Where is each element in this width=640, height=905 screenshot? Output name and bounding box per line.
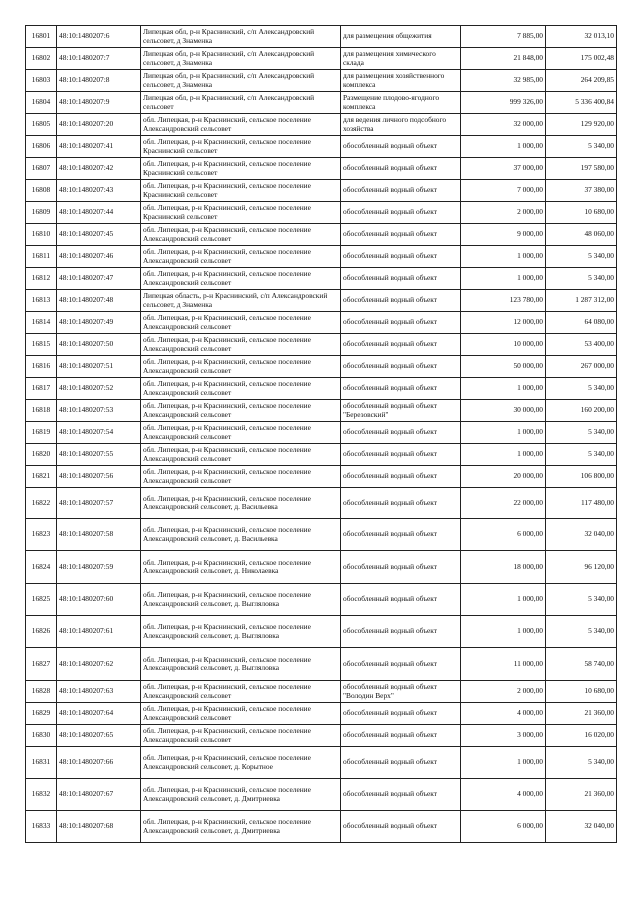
row-number-cell: 16802 — [26, 48, 57, 70]
area-cell: 21 848,00 — [461, 48, 546, 70]
table-row — [26, 334, 617, 356]
row-number-cell: 16829 — [26, 703, 57, 725]
row-number-cell: 16826 — [26, 616, 57, 648]
cadastral-value-cell: 32 040,00 — [546, 811, 617, 843]
row-number-cell: 16805 — [26, 114, 57, 136]
address-cell: обл. Липецкая, р-н Краснинский, сельское поселение Александровский сельсовет, д. Васильевка — [141, 488, 341, 519]
cadastral-value-cell: 267 000,00 — [546, 356, 617, 378]
cadastral-number-cell: 48:10:1480207:64 — [57, 703, 141, 725]
table-row — [26, 378, 617, 400]
cadastral-value-cell: 5 336 400,84 — [546, 92, 617, 114]
cadastral-value-cell: 37 380,00 — [546, 180, 617, 202]
cadastral-number-cell: 48:10:1480207:6 — [57, 26, 141, 48]
purpose-cell: обособленный водный объект "Березовский" — [341, 400, 461, 422]
area-cell: 999 326,00 — [461, 92, 546, 114]
purpose-cell: обособленный водный объект — [341, 312, 461, 334]
address-cell: обл. Липецкая, р-н Краснинский, сельское поселение Александровский сельсовет — [141, 378, 341, 400]
table-row — [26, 246, 617, 268]
cadastral-value-cell: 21 360,00 — [546, 779, 617, 811]
cadastral-number-cell: 48:10:1480207:20 — [57, 114, 141, 136]
purpose-cell: обособленный водный объект — [341, 246, 461, 268]
address-cell: обл. Липецкая, р-н Краснинский, сельское поселение Краснинский сельсовет — [141, 202, 341, 224]
table-row — [26, 268, 617, 290]
purpose-cell: обособленный водный объект — [341, 466, 461, 488]
cadastral-number-cell: 48:10:1480207:62 — [57, 648, 141, 681]
cadastral-number-cell: 48:10:1480207:56 — [57, 466, 141, 488]
address-cell: обл. Липецкая, р-н Краснинский, сельское поселение Александровский сельсовет — [141, 356, 341, 378]
address-cell: обл. Липецкая, р-н Краснинский, сельское поселение Александровский сельсовет, д. Дмитриевка — [141, 811, 341, 843]
row-number-cell: 16807 — [26, 158, 57, 180]
area-cell: 11 000,00 — [461, 648, 546, 681]
cadastral-number-cell: 48:10:1480207:46 — [57, 246, 141, 268]
area-cell: 32 000,00 — [461, 114, 546, 136]
cadastral-number-cell: 48:10:1480207:50 — [57, 334, 141, 356]
table-row — [26, 26, 617, 48]
address-cell: обл. Липецкая, р-н Краснинский, сельское поселение Александровский сельсовет, д. Васильевка — [141, 519, 341, 551]
address-cell: Липецкая обл, р-н Краснинский, с/п Александровский сельсовет, д Знаменка — [141, 48, 341, 70]
cadastral-value-cell: 264 209,85 — [546, 70, 617, 92]
table-row — [26, 466, 617, 488]
cadastral-value-cell: 32 013,10 — [546, 26, 617, 48]
cadastral-number-cell: 48:10:1480207:67 — [57, 779, 141, 811]
area-cell: 20 000,00 — [461, 466, 546, 488]
purpose-cell: обособленный водный объект — [341, 616, 461, 648]
purpose-cell: обособленный водный объект — [341, 180, 461, 202]
cadastral-value-cell: 10 680,00 — [546, 681, 617, 703]
purpose-cell: обособленный водный объект — [341, 268, 461, 290]
area-cell: 6 000,00 — [461, 519, 546, 551]
address-cell: обл. Липецкая, р-н Краснинский, сельское поселение Александровский сельсовет — [141, 268, 341, 290]
cadastral-number-cell: 48:10:1480207:49 — [57, 312, 141, 334]
row-number-cell: 16828 — [26, 681, 57, 703]
purpose-cell: для размещения хозяйственного комплекса — [341, 70, 461, 92]
purpose-cell: обособленный водный объект "Володин Верх" — [341, 681, 461, 703]
cadastral-value-cell: 5 340,00 — [546, 422, 617, 444]
row-number-cell: 16817 — [26, 378, 57, 400]
area-cell: 18 000,00 — [461, 551, 546, 584]
table-row — [26, 202, 617, 224]
table-row — [26, 136, 617, 158]
row-number-cell: 16824 — [26, 551, 57, 584]
cadastral-value-cell: 10 680,00 — [546, 202, 617, 224]
address-cell: обл. Липецкая, р-н Краснинский, сельское поселение Александровский сельсовет — [141, 246, 341, 268]
cadastral-value-cell: 5 340,00 — [546, 378, 617, 400]
purpose-cell: для размещения общежития — [341, 26, 461, 48]
cadastral-number-cell: 48:10:1480207:58 — [57, 519, 141, 551]
cadastral-number-cell: 48:10:1480207:47 — [57, 268, 141, 290]
row-number-cell: 16812 — [26, 268, 57, 290]
address-cell: обл. Липецкая, р-н Краснинский, сельское поселение Александровский сельсовет — [141, 334, 341, 356]
table-row — [26, 747, 617, 779]
table-row — [26, 224, 617, 246]
area-cell: 2 000,00 — [461, 202, 546, 224]
address-cell: обл. Липецкая, р-н Краснинский, сельское поселение Краснинский сельсовет — [141, 180, 341, 202]
address-cell: обл. Липецкая, р-н Краснинский, сельское поселение Александровский сельсовет — [141, 681, 341, 703]
cadastral-value-cell: 5 340,00 — [546, 616, 617, 648]
address-cell: обл. Липецкая, р-н Краснинский, сельское поселение Александровский сельсовет, д. Корытное — [141, 747, 341, 779]
table-row — [26, 422, 617, 444]
table-row — [26, 488, 617, 519]
table-row — [26, 180, 617, 202]
cadastral-value-cell: 117 480,00 — [546, 488, 617, 519]
row-number-cell: 16819 — [26, 422, 57, 444]
table-row — [26, 648, 617, 681]
address-cell: обл. Липецкая, р-н Краснинский, сельское поселение Александровский сельсовет — [141, 466, 341, 488]
row-number-cell: 16815 — [26, 334, 57, 356]
address-cell: Липецкая обл, р-н Краснинский, с/п Александровский сельсовет, д Знаменка — [141, 26, 341, 48]
table-row — [26, 444, 617, 466]
row-number-cell: 16822 — [26, 488, 57, 519]
purpose-cell: обособленный водный объект — [341, 703, 461, 725]
area-cell: 6 000,00 — [461, 811, 546, 843]
cadastral-number-cell: 48:10:1480207:8 — [57, 70, 141, 92]
address-cell: обл. Липецкая, р-н Краснинский, сельское поселение Краснинский сельсовет — [141, 136, 341, 158]
cadastral-number-cell: 48:10:1480207:52 — [57, 378, 141, 400]
address-cell: обл. Липецкая, р-н Краснинский, сельское поселение Александровский сельсовет — [141, 444, 341, 466]
table-row — [26, 616, 617, 648]
row-number-cell: 16827 — [26, 648, 57, 681]
row-number-cell: 16825 — [26, 584, 57, 616]
area-cell: 1 000,00 — [461, 268, 546, 290]
address-cell: обл. Липецкая, р-н Краснинский, сельское поселение Александровский сельсовет — [141, 703, 341, 725]
purpose-cell: обособленный водный объект — [341, 224, 461, 246]
cadastral-value-cell: 32 040,00 — [546, 519, 617, 551]
cadastral-value-cell: 16 020,00 — [546, 725, 617, 747]
row-number-cell: 16818 — [26, 400, 57, 422]
address-cell: обл. Липецкая, р-н Краснинский, сельское поселение Александровский сельсовет — [141, 400, 341, 422]
address-cell: обл. Липецкая, р-н Краснинский, сельское поселение Александровский сельсовет — [141, 114, 341, 136]
purpose-cell: обособленный водный объект — [341, 725, 461, 747]
table-row — [26, 356, 617, 378]
table-row — [26, 48, 617, 70]
table-row — [26, 92, 617, 114]
row-number-cell: 16813 — [26, 290, 57, 312]
address-cell: обл. Липецкая, р-н Краснинский, сельское поселение Александровский сельсовет — [141, 725, 341, 747]
address-cell: обл. Липецкая, р-н Краснинский, сельское поселение Александровский сельсовет, д. Выгляловка — [141, 616, 341, 648]
purpose-cell: обособленный водный объект — [341, 488, 461, 519]
address-cell: обл. Липецкая, р-н Краснинский, сельское поселение Краснинский сельсовет — [141, 158, 341, 180]
cadastral-number-cell: 48:10:1480207:59 — [57, 551, 141, 584]
cadastral-value-cell: 5 340,00 — [546, 246, 617, 268]
area-cell: 1 000,00 — [461, 136, 546, 158]
cadastral-value-cell: 64 080,00 — [546, 312, 617, 334]
area-cell: 1 000,00 — [461, 616, 546, 648]
cadastral-number-cell: 48:10:1480207:42 — [57, 158, 141, 180]
table-row — [26, 551, 617, 584]
row-number-cell: 16823 — [26, 519, 57, 551]
table-row — [26, 725, 617, 747]
area-cell: 50 000,00 — [461, 356, 546, 378]
purpose-cell: обособленный водный объект — [341, 444, 461, 466]
area-cell: 37 000,00 — [461, 158, 546, 180]
cadastral-value-cell: 106 800,00 — [546, 466, 617, 488]
address-cell: обл. Липецкая, р-н Краснинский, сельское поселение Александровский сельсовет, д. Выгляловка — [141, 584, 341, 616]
cadastral-number-cell: 48:10:1480207:48 — [57, 290, 141, 312]
area-cell: 1 000,00 — [461, 422, 546, 444]
purpose-cell: Размещение плодово-ягодного комплекса — [341, 92, 461, 114]
cadastral-number-cell: 48:10:1480207:7 — [57, 48, 141, 70]
row-number-cell: 16808 — [26, 180, 57, 202]
purpose-cell: обособленный водный объект — [341, 648, 461, 681]
cadastral-number-cell: 48:10:1480207:41 — [57, 136, 141, 158]
cadastral-value-cell: 160 200,00 — [546, 400, 617, 422]
cadastral-number-cell: 48:10:1480207:53 — [57, 400, 141, 422]
cadastral-number-cell: 48:10:1480207:60 — [57, 584, 141, 616]
cadastral-value-cell: 5 340,00 — [546, 268, 617, 290]
table-row — [26, 519, 617, 551]
purpose-cell: обособленный водный объект — [341, 136, 461, 158]
address-cell: обл. Липецкая, р-н Краснинский, сельское поселение Александровский сельсовет, д. Дмитриевка — [141, 779, 341, 811]
area-cell: 1 000,00 — [461, 747, 546, 779]
row-number-cell: 16830 — [26, 725, 57, 747]
cadastral-number-cell: 48:10:1480207:43 — [57, 180, 141, 202]
row-number-cell: 16816 — [26, 356, 57, 378]
purpose-cell: обособленный водный объект — [341, 584, 461, 616]
address-cell: Липецкая обл, р-н Краснинский, с/п Александровский сельсовет — [141, 92, 341, 114]
address-cell: Липецкая область, р-н Краснинский, с/п Александровский сельсовет, д Знаменка — [141, 290, 341, 312]
cadastral-number-cell: 48:10:1480207:68 — [57, 811, 141, 843]
address-cell: обл. Липецкая, р-н Краснинский, сельское поселение Александровский сельсовет — [141, 312, 341, 334]
purpose-cell: для размещения химического склада — [341, 48, 461, 70]
address-cell: Липецкая обл, р-н Краснинский, с/п Александровский сельсовет, д Знаменка — [141, 70, 341, 92]
table-row — [26, 681, 617, 703]
purpose-cell: обособленный водный объект — [341, 519, 461, 551]
cadastral-number-cell: 48:10:1480207:51 — [57, 356, 141, 378]
cadastral-value-cell: 48 060,00 — [546, 224, 617, 246]
area-cell: 1 000,00 — [461, 378, 546, 400]
area-cell: 1 000,00 — [461, 246, 546, 268]
cadastral-number-cell: 48:10:1480207:44 — [57, 202, 141, 224]
area-cell: 22 000,00 — [461, 488, 546, 519]
purpose-cell: обособленный водный объект — [341, 551, 461, 584]
area-cell: 4 000,00 — [461, 779, 546, 811]
address-cell: обл. Липецкая, р-н Краснинский, сельское поселение Александровский сельсовет — [141, 224, 341, 246]
cadastral-number-cell: 48:10:1480207:61 — [57, 616, 141, 648]
table-row — [26, 584, 617, 616]
cadastral-value-cell: 129 920,00 — [546, 114, 617, 136]
table-row — [26, 290, 617, 312]
cadastral-value-cell: 58 740,00 — [546, 648, 617, 681]
area-cell: 7 000,00 — [461, 180, 546, 202]
cadastral-value-cell: 175 002,48 — [546, 48, 617, 70]
purpose-cell: обособленный водный объект — [341, 747, 461, 779]
cadastral-number-cell: 48:10:1480207:57 — [57, 488, 141, 519]
table-row — [26, 811, 617, 843]
table-row — [26, 400, 617, 422]
row-number-cell: 16804 — [26, 92, 57, 114]
cadastral-value-cell: 5 340,00 — [546, 747, 617, 779]
cadastral-number-cell: 48:10:1480207:66 — [57, 747, 141, 779]
area-cell: 9 000,00 — [461, 224, 546, 246]
area-cell: 7 885,00 — [461, 26, 546, 48]
area-cell: 12 000,00 — [461, 312, 546, 334]
cadastral-value-cell: 5 340,00 — [546, 444, 617, 466]
purpose-cell: обособленный водный объект — [341, 378, 461, 400]
area-cell: 1 000,00 — [461, 584, 546, 616]
address-cell: обл. Липецкая, р-н Краснинский, сельское поселение Александровский сельсовет, д. Николаевка — [141, 551, 341, 584]
row-number-cell: 16820 — [26, 444, 57, 466]
cadastral-number-cell: 48:10:1480207:54 — [57, 422, 141, 444]
area-cell: 3 000,00 — [461, 725, 546, 747]
cadastral-value-cell: 53 400,00 — [546, 334, 617, 356]
area-cell: 123 780,00 — [461, 290, 546, 312]
table-row — [26, 114, 617, 136]
cadastral-value-cell: 96 120,00 — [546, 551, 617, 584]
row-number-cell: 16814 — [26, 312, 57, 334]
table-row — [26, 312, 617, 334]
cadastral-number-cell: 48:10:1480207:55 — [57, 444, 141, 466]
purpose-cell: обособленный водный объект — [341, 202, 461, 224]
cadastral-number-cell: 48:10:1480207:65 — [57, 725, 141, 747]
address-cell: обл. Липецкая, р-н Краснинский, сельское поселение Александровский сельсовет, д. Выгляловка — [141, 648, 341, 681]
purpose-cell: обособленный водный объект — [341, 811, 461, 843]
cadastral-value-cell: 21 360,00 — [546, 703, 617, 725]
table-row — [26, 779, 617, 811]
row-number-cell: 16803 — [26, 70, 57, 92]
cadastral-value-cell: 5 340,00 — [546, 584, 617, 616]
row-number-cell: 16809 — [26, 202, 57, 224]
register-page — [25, 25, 616, 843]
table-body — [26, 26, 617, 843]
table-row — [26, 703, 617, 725]
cadastral-number-cell: 48:10:1480207:45 — [57, 224, 141, 246]
purpose-cell: обособленный водный объект — [341, 290, 461, 312]
row-number-cell: 16810 — [26, 224, 57, 246]
row-number-cell: 16806 — [26, 136, 57, 158]
area-cell: 4 000,00 — [461, 703, 546, 725]
area-cell: 30 000,00 — [461, 400, 546, 422]
area-cell: 32 985,00 — [461, 70, 546, 92]
area-cell: 1 000,00 — [461, 444, 546, 466]
row-number-cell: 16833 — [26, 811, 57, 843]
row-number-cell: 16831 — [26, 747, 57, 779]
purpose-cell: обособленный водный объект — [341, 158, 461, 180]
purpose-cell: обособленный водный объект — [341, 779, 461, 811]
purpose-cell: обособленный водный объект — [341, 334, 461, 356]
purpose-cell: обособленный водный объект — [341, 422, 461, 444]
row-number-cell: 16832 — [26, 779, 57, 811]
table-row — [26, 70, 617, 92]
cadastral-value-cell: 5 340,00 — [546, 136, 617, 158]
purpose-cell: для ведения личного подсобного хозяйства — [341, 114, 461, 136]
table-row — [26, 158, 617, 180]
land-register-table — [25, 25, 617, 843]
row-number-cell: 16821 — [26, 466, 57, 488]
area-cell: 2 000,00 — [461, 681, 546, 703]
cadastral-number-cell: 48:10:1480207:9 — [57, 92, 141, 114]
cadastral-number-cell: 48:10:1480207:63 — [57, 681, 141, 703]
purpose-cell: обособленный водный объект — [341, 356, 461, 378]
area-cell: 10 000,00 — [461, 334, 546, 356]
row-number-cell: 16811 — [26, 246, 57, 268]
cadastral-value-cell: 197 580,00 — [546, 158, 617, 180]
cadastral-value-cell: 1 287 312,00 — [546, 290, 617, 312]
row-number-cell: 16801 — [26, 26, 57, 48]
address-cell: обл. Липецкая, р-н Краснинский, сельское поселение Александровский сельсовет — [141, 422, 341, 444]
